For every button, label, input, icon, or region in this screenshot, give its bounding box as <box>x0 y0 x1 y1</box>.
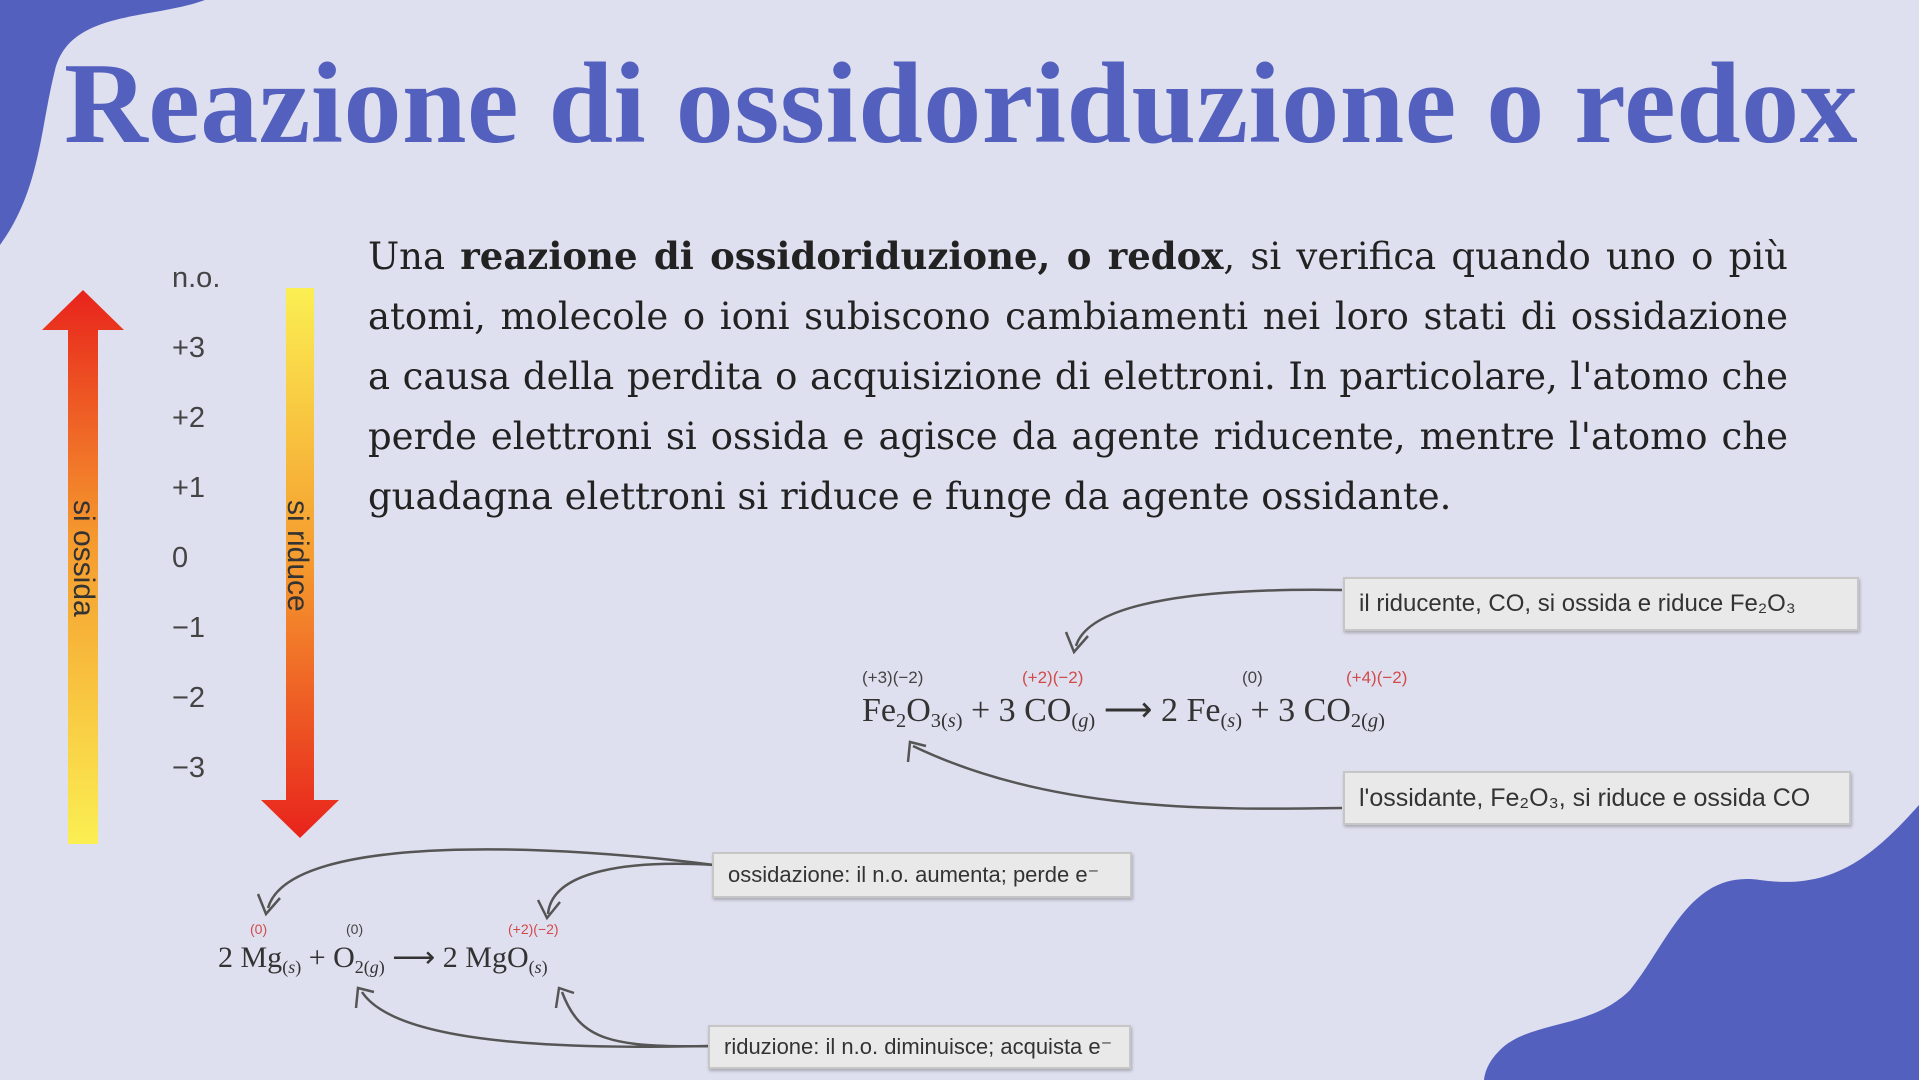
mg-equation: 2 $Mg_{(s)} + O_{2(g)}$ ⟶ 2 MgO$_{(s)}$ <box>218 941 548 977</box>
ox-number-o2: (0) <box>346 921 364 937</box>
scale-value: 0 <box>172 542 189 574</box>
caption-riducente: il riducente, CO, si ossida e riduce Fe₂O₃ <box>1343 577 1859 631</box>
ox-number-fe2o3: (+3)(−2) <box>862 668 924 687</box>
body-text-bold: reazione di ossidoriduzione, o redox <box>460 234 1224 278</box>
fe-equation: $Fe_2O_{3(s)} + 3$ $CO_{(g)}$ ⟶ 2 $Fe_{(s)} + 3$ $CO_{2(g)}$ <box>862 692 1385 732</box>
body-text-start: Una <box>368 235 461 278</box>
scale-value: −2 <box>172 682 206 714</box>
caption-ossidazione: ossidazione: il n.o. aumenta; perde e⁻ <box>712 852 1132 898</box>
scale-value: −1 <box>172 612 206 644</box>
page-title: Reazione di ossidoriduzione o redox <box>64 40 1859 168</box>
ox-number-mgo: (+2)(−2) <box>508 921 559 937</box>
ox-number-co2: (+4)(−2) <box>1346 668 1408 687</box>
caption-ossidante: l'ossidante, Fe₂O₃, si riduce e ossida CO <box>1343 771 1851 825</box>
scale-header: n.o. <box>172 262 221 294</box>
ox-number-mg: (0) <box>250 921 268 937</box>
si-riduce-label: si riduce <box>281 500 314 612</box>
ox-number-fe: (0) <box>1242 668 1263 687</box>
ox-number-co: (+2)(−2) <box>1022 668 1084 687</box>
caption-riduzione: riduzione: il n.o. diminuisce; acquista e⁻ <box>708 1025 1131 1069</box>
scale-value: −3 <box>172 752 206 784</box>
scale-value: +2 <box>172 402 206 434</box>
body-paragraph <box>368 226 1788 527</box>
corner-blob-bottom-right <box>1470 780 1919 1080</box>
scale-value: +3 <box>172 332 206 364</box>
si-ossida-label: si ossida <box>67 500 100 617</box>
body-text-rest: , si verifica quando uno o più atomi, molecole o ioni subiscono cambiamenti nei loro stati di ossidazione a causa della perdita o acquisizione di elettroni. In particolare, l'atomo che perde elettroni si ossida e agisce da agente riducente, mentre l'atomo che guadagna elettroni si riduce e funge da agente ossidante. <box>368 235 1788 518</box>
scale-value: +1 <box>172 472 206 504</box>
